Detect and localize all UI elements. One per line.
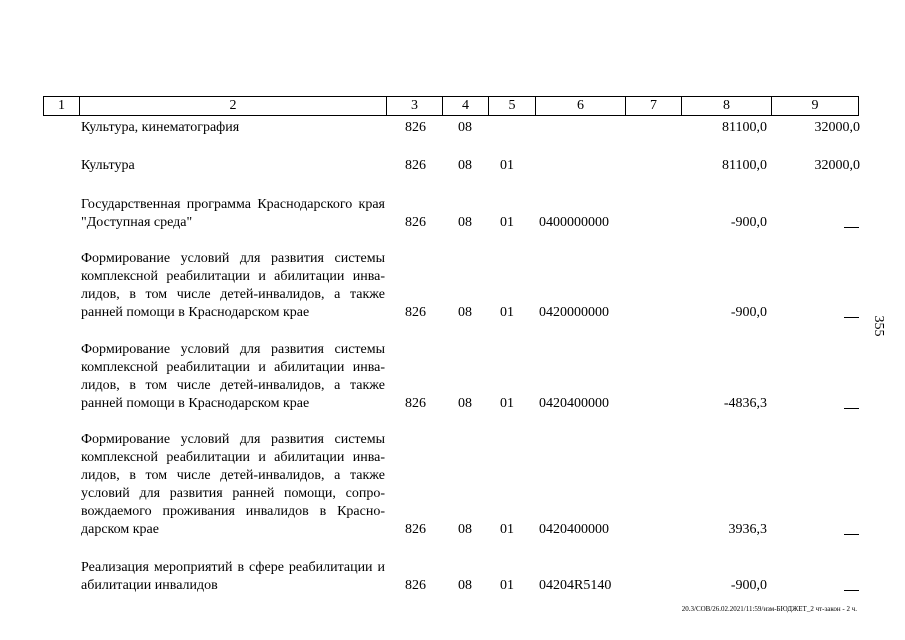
cell-col-4: 08 — [458, 578, 472, 593]
header-col-7: 7 — [626, 97, 682, 115]
cell-col-8: 81100,0 — [722, 158, 767, 173]
cell-col-9: 32000,0 — [814, 158, 860, 173]
cell-col-3: 826 — [405, 158, 426, 173]
header-col-9: 9 — [811, 98, 819, 113]
cell-col-9-dash — [844, 590, 859, 591]
cell-col-6: 0420000000 — [539, 305, 609, 320]
row-description: Формирование условий для развития системы комплексной реабилитации и абилитации инва-лидов, в том числе детей-инвалидов, а также условий для развития ранней помощи, сопро-вождаемого проживания инвалидов в Красно-дарском крае — [81, 432, 385, 537]
row-description: Формирование условий для развития системы комплексной реабилитации и абилитации инва-лидов, в том числе детей-инвалидов, а также ранней помощи в Краснодарском крае — [81, 251, 385, 320]
cell-col-5: 01 — [500, 578, 514, 593]
header-col-3: 3 — [387, 97, 443, 115]
cell-col-4: 08 — [458, 215, 472, 230]
cell-col-6: 0420400000 — [539, 522, 609, 537]
row-description: Государственная программа Краснодарского края "Доступная среда" — [81, 197, 385, 230]
row-description: Культура, кинематография — [81, 120, 240, 135]
cell-col-3: 826 — [405, 522, 426, 537]
header-col-6: 6 — [536, 97, 626, 115]
cell-col-8: -900,0 — [730, 305, 767, 320]
cell-col-8: -900,0 — [730, 215, 767, 230]
page-number: 355 — [871, 315, 886, 337]
cell-col-5: 01 — [500, 215, 514, 230]
cell-col-9: 32000,0 — [814, 120, 860, 135]
cell-col-3: 826 — [405, 215, 426, 230]
cell-col-6: 04204R5140 — [539, 578, 612, 593]
row-description: Реализация мероприятий в сфере реабилитации и абилитации инвалидов — [81, 560, 385, 593]
header-col-8: 8 — [682, 97, 772, 115]
cell-col-3: 826 — [405, 120, 426, 135]
cell-col-8: -4836,3 — [723, 396, 767, 411]
footer-note: 20.3/СОВ/26.02.2021/11:59/изм-БЮДЖЕТ_2 чт-закон - 2 ч. — [681, 605, 857, 613]
cell-col-8: -900,0 — [730, 578, 767, 593]
cell-col-8: 81100,0 — [722, 120, 767, 135]
row-description: Формирование условий для развития системы комплексной реабилитации и абилитации инва-лидов, в том числе детей-инвалидов, а также ранней помощи в Краснодарском крае — [81, 342, 385, 411]
cell-col-6: 0400000000 — [539, 215, 609, 230]
header-col-5: 5 — [489, 97, 536, 115]
header-col-1: 1 — [44, 97, 80, 115]
header-col-2: 2 — [80, 97, 387, 115]
row-description: Культура — [81, 158, 135, 173]
cell-col-5: 01 — [500, 158, 514, 173]
cell-col-4: 08 — [458, 305, 472, 320]
cell-col-5: 01 — [500, 522, 514, 537]
cell-col-5: 01 — [500, 305, 514, 320]
cell-col-3: 826 — [405, 305, 426, 320]
cell-col-3: 826 — [405, 396, 426, 411]
cell-col-5: 01 — [500, 396, 514, 411]
cell-col-6: 0420400000 — [539, 396, 609, 411]
cell-col-4: 08 — [458, 396, 472, 411]
cell-col-4: 08 — [458, 158, 472, 173]
header-col-4: 4 — [443, 97, 489, 115]
cell-col-4: 08 — [458, 120, 472, 135]
cell-col-4: 08 — [458, 522, 472, 537]
cell-col-3: 826 — [405, 578, 426, 593]
cell-col-8: 3936,3 — [728, 522, 767, 537]
